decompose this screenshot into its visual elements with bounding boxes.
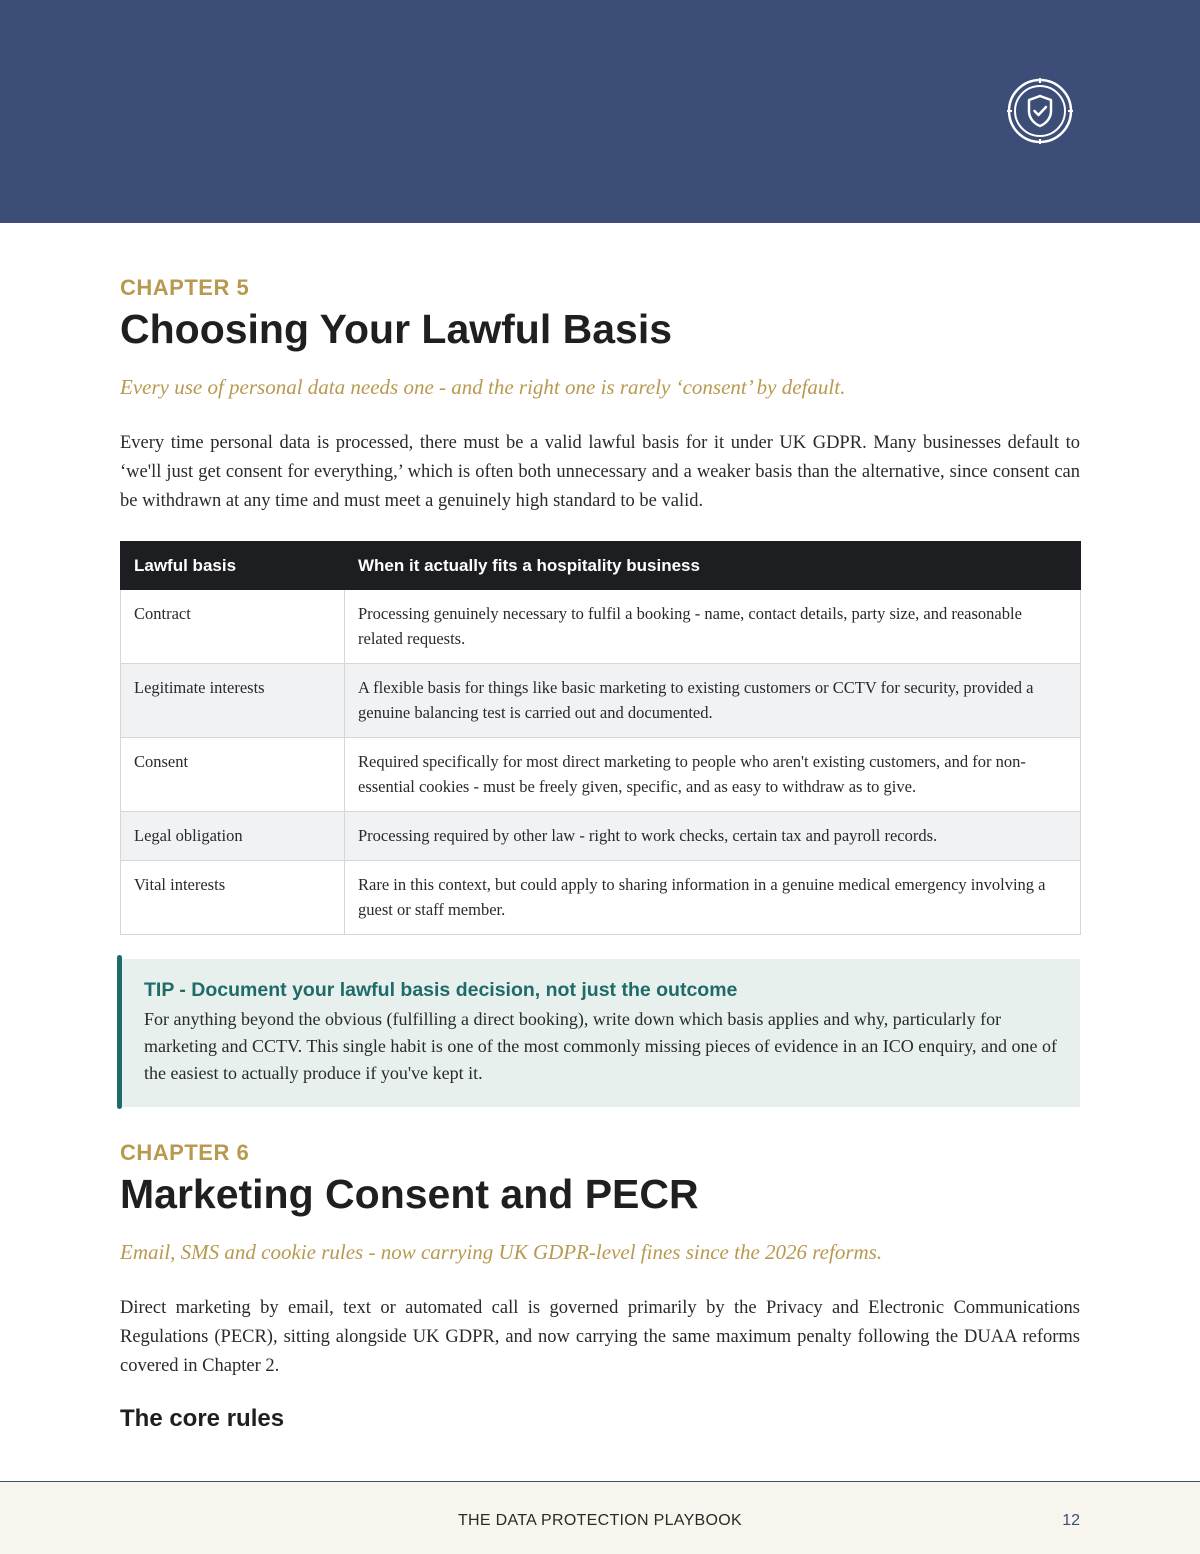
fit-cell: Processing genuinely necessary to fulfil a booking - name, contact details, party size, and reasonable related requests. bbox=[345, 590, 1081, 664]
table-row bbox=[121, 861, 1081, 935]
table-header-basis: Lawful basis bbox=[121, 542, 345, 590]
chapter-subtitle: Every use of personal data needs one - and the right one is rarely ‘consent’ by default. bbox=[120, 375, 846, 399]
page-footer bbox=[0, 1481, 1200, 1554]
table-row bbox=[121, 738, 1081, 812]
basis-cell: Vital interests bbox=[121, 861, 345, 935]
shield-check-icon bbox=[1007, 78, 1073, 144]
header-band bbox=[0, 0, 1200, 223]
fit-cell: Required specifically for most direct marketing to people who aren't existing customers, and for non-essential cookies - must be freely given, specific, and as easy to withdraw as to give. bbox=[345, 738, 1081, 812]
fit-cell: A flexible basis for things like basic marketing to existing customers or CCTV for security, provided a genuine balancing test is carried out and documented. bbox=[345, 664, 1081, 738]
tip-text: For anything beyond the obvious (fulfilling a direct booking), write down which basis applies and why, particularly for marketing and CCTV. This single habit is one of the most commonly missing pieces of evidence in an ICO enquiry, and one of the easiest to actually produce if you've kept it. bbox=[144, 1009, 1058, 1083]
chapter-title: Choosing Your Lawful Basis bbox=[120, 306, 673, 352]
tip-title: TIP - Document your lawful basis decision, not just the outcome bbox=[144, 979, 738, 1001]
basis-cell: Contract bbox=[121, 590, 345, 664]
basis-cell: Consent bbox=[121, 738, 345, 812]
chapter-intro: Every time personal data is processed, there must be a valid lawful basis for it under UK GDPR. Many businesses default to ‘we'll just get consent for everything,’ which is often both unnecessary and a weaker basis than the alternative, since consent can be withdrawn at any time and must meet a genuinely high standard to be valid. bbox=[120, 433, 1080, 511]
table-header-row bbox=[121, 542, 1081, 590]
chapter-label: CHAPTER 6 bbox=[120, 1140, 250, 1165]
fit-cell: Rare in this context, but could apply to sharing information in a genuine medical emergency involving a guest or staff member. bbox=[345, 861, 1081, 935]
tip-accent-bar bbox=[117, 955, 122, 1109]
chapter-label: CHAPTER 5 bbox=[120, 275, 250, 300]
footer-title: THE DATA PROTECTION PLAYBOOK bbox=[457, 1512, 742, 1529]
table-row bbox=[121, 812, 1081, 861]
chapter-title: Marketing Consent and PECR bbox=[120, 1171, 699, 1217]
fit-cell: Processing required by other law - right to work checks, certain tax and payroll records. bbox=[345, 812, 1081, 861]
section-heading: The core rules bbox=[120, 1405, 285, 1432]
basis-cell: Legal obligation bbox=[121, 812, 345, 861]
basis-cell: Legitimate interests bbox=[121, 664, 345, 738]
table-header-fit: When it actually fits a hospitality business bbox=[345, 542, 1081, 590]
tip-callout bbox=[120, 959, 1080, 1107]
page-number: 12 bbox=[1062, 1512, 1080, 1529]
lawful-basis-table bbox=[120, 541, 1081, 935]
table-row bbox=[121, 664, 1081, 738]
table-row bbox=[121, 590, 1081, 664]
chapter-intro: Direct marketing by email, text or automated call is governed primarily by the Privacy and Electronic Communications Regulations (PECR), sitting alongside UK GDPR, and now carrying the same maximum penalty following the DUAA reforms covered in Chapter 2. bbox=[120, 1298, 1080, 1376]
chapter-subtitle: Email, SMS and cookie rules - now carrying UK GDPR-level fines since the 2026 reforms. bbox=[120, 1240, 883, 1264]
